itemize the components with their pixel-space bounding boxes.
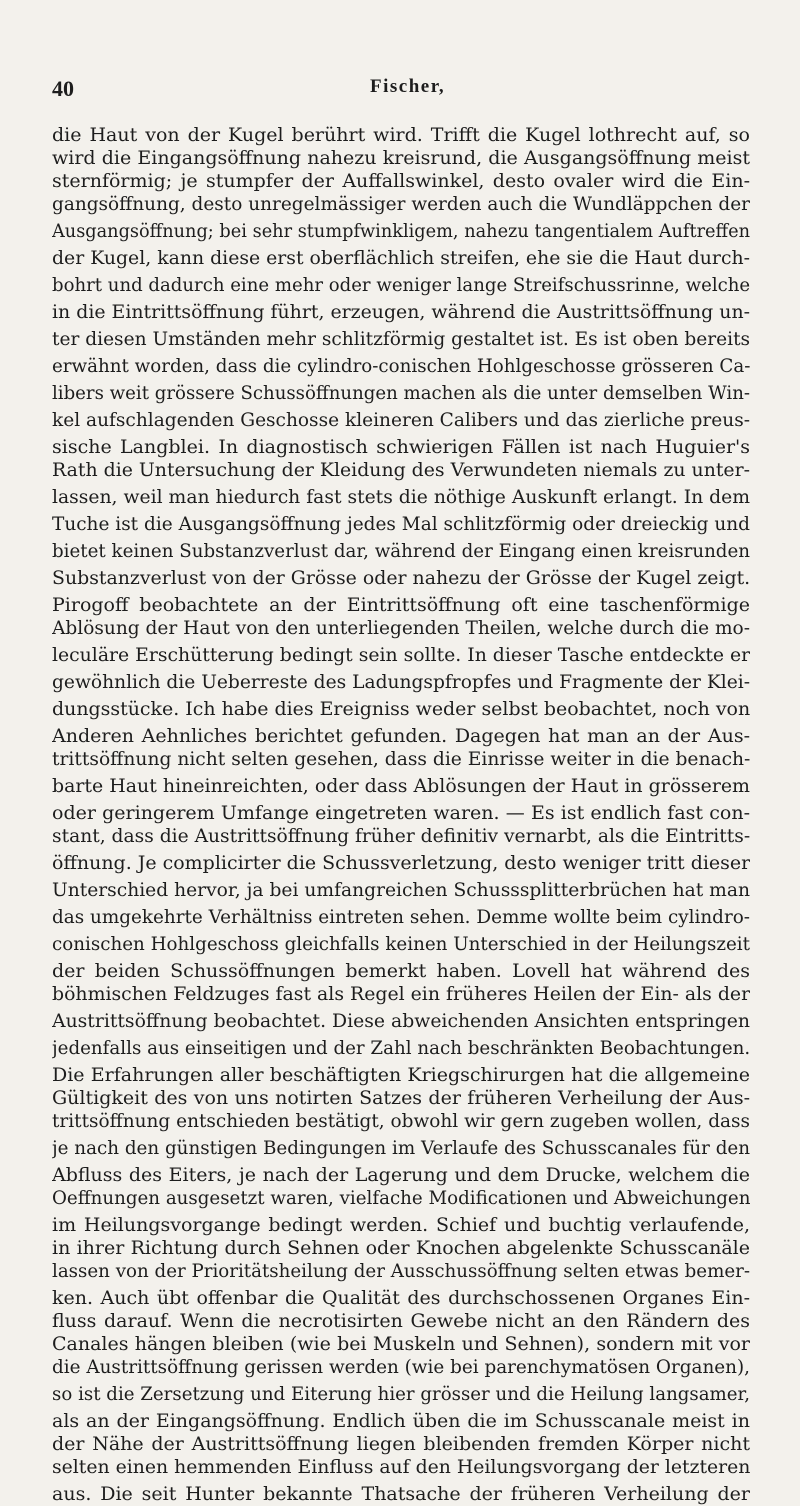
text-line: Ablösung der Haut von den unterliegenden Theilen, welche durch die mo-	[52, 617, 750, 639]
text-line: kel aufschlagenden Geschosse kleineren Calibers und das zierliche preus-	[52, 409, 750, 431]
text-line: je nach den günstigen Bedingungen im Verlaufe des Schusscanales für den	[52, 1137, 750, 1159]
text-line: so ist die Zersetzung und Eiterung hier grösser und die Heilung langsamer,	[52, 1383, 750, 1405]
text-line: erwähnt worden, dass die cylindro-conischen Hohlgeschosse grösseren Ca-	[52, 355, 750, 377]
text-line: gangsöffnung, desto unregelmässiger werden auch die Wundläppchen der	[52, 193, 750, 215]
text-line: der beiden Schussöffnungen bemerkt haben. Lovell hat während des	[52, 960, 750, 982]
text-line: conischen Hohlgeschoss gleichfalls keinen Unterschied in der Heilungszeit	[52, 933, 750, 955]
text-line: bohrt und dadurch eine mehr oder weniger lange Streifschussrinne, welche	[52, 274, 750, 296]
text-line: trittsöffnung entschieden bestätigt, obwohl wir gern zugeben wollen, dass	[52, 1110, 750, 1132]
text-line: Abfluss des Eiters, je nach der Lagerung und dem Drucke, welchem die	[52, 1164, 750, 1186]
text-line: Canales hängen bleiben (wie bei Muskeln und Sehnen), sondern mit vor	[52, 1333, 750, 1355]
text-line: öffnung. Je complicirter die Schussverletzung, desto weniger tritt dieser	[52, 852, 750, 874]
text-line: Austrittsöffnung beobachtet. Diese abweichenden Ansichten entspringen	[52, 1010, 750, 1032]
body-text	[52, 124, 750, 1506]
text-line: Tuche ist die Ausgangsöffnung jedes Mal schlitzförmig oder dreieckig und	[52, 513, 750, 535]
text-line: stant, dass die Austrittsöffnung früher definitiv vernarbt, als die Eintritts-	[52, 825, 750, 847]
text-line: trittsöffnung nicht selten gesehen, dass die Einrisse weiter in die benach-	[52, 748, 750, 770]
text-line: wird die Eingangsöffnung nahezu kreisrund, die Ausgangsöffnung meist	[52, 147, 750, 169]
text-line: lassen von der Prioritätsheilung der Ausschussöffnung selten etwas bemer-	[52, 1260, 750, 1282]
text-line: Substanzverlust von der Grösse oder nahezu der Grösse der Kugel zeigt.	[52, 567, 750, 589]
text-line: oder geringerem Umfange eingetreten waren. — Es ist endlich fast con-	[52, 802, 750, 824]
text-line: Oeffnungen ausgesetzt waren, vielfache Modificationen und Abweichungen	[52, 1187, 750, 1209]
text-line: Gültigkeit des von uns notirten Satzes der früheren Verheilung der Aus-	[52, 1087, 750, 1109]
text-line: die Austrittsöffnung gerissen werden (wie bei parenchymatösen Organen),	[52, 1356, 750, 1378]
text-line: in die Eintrittsöffnung führt, erzeugen, während die Austrittsöffnung un-	[52, 301, 750, 323]
text-line: im Heilungsvorgange bedingt werden. Schief und buchtig verlaufende,	[52, 1214, 750, 1236]
text-line: ken. Auch übt offenbar die Qualität des durchschossenen Organes Ein-	[52, 1287, 750, 1309]
text-line: als an der Eingangsöffnung. Endlich üben die im Schusscanale meist in	[52, 1410, 750, 1432]
text-line: jedenfalls aus einseitigen und der Zahl nach beschränkten Beobachtungen.	[52, 1037, 750, 1059]
text-line: ter diesen Umständen mehr schlitzförmig gestaltet ist. Es ist oben bereits	[52, 328, 750, 350]
text-line: sternförmig; je stumpfer der Auffallswinkel, desto ovaler wird die Ein-	[52, 170, 750, 192]
text-line: selten einen hemmenden Einfluss auf den Heilungsvorgang der letzteren	[52, 1456, 750, 1478]
text-line: Die Erfahrungen aller beschäftigten Kriegschirurgen hat die allgemeine	[52, 1064, 750, 1086]
text-line: dungsstücke. Ich habe dies Ereigniss weder selbst beobachtet, noch von	[52, 698, 750, 720]
text-line: aus. Die seit Hunter bekannte Thatsache der früheren Verheilung der	[52, 1483, 750, 1505]
text-line: das umgekehrte Verhältniss eintreten sehen. Demme wollte beim cylindro-	[52, 906, 750, 928]
text-line: leculäre Erschütterung bedingt sein sollte. In dieser Tasche entdeckte er	[52, 644, 750, 666]
text-line: bietet keinen Substanzverlust dar, während der Eingang einen kreisrunden	[52, 540, 750, 562]
text-line: Anderen Aehnliches berichtet gefunden. Dagegen hat man an der Aus-	[52, 725, 750, 747]
text-line: böhmischen Feldzuges fast als Regel ein früheres Heilen der Ein- als der	[52, 983, 750, 1005]
page-header	[52, 76, 752, 106]
text-line: in ihrer Richtung durch Sehnen oder Knochen abgelenkte Schusscanäle	[52, 1237, 750, 1259]
text-line: der Nähe der Austrittsöffnung liegen bleibenden fremden Körper nicht	[52, 1433, 750, 1455]
page-number: 40	[52, 76, 74, 101]
text-line: gewöhnlich die Ueberreste des Ladungspfropfes und Fragmente der Klei-	[52, 671, 750, 693]
text-line: die Haut von der Kugel berührt wird. Trifft die Kugel lothrecht auf, so	[52, 124, 750, 146]
text-line: der Kugel, kann diese erst oberflächlich streifen, ehe sie die Haut durch-	[52, 247, 750, 269]
text-line: sische Langblei. In diagnostisch schwierigen Fällen ist nach Huguier's	[52, 436, 750, 458]
text-line: Unterschied hervor, ja bei umfangreichen Schusssplitterbrüchen hat man	[52, 879, 750, 901]
text-line: Rath die Untersuchung der Kleidung des Verwundeten niemals zu unter-	[52, 459, 750, 481]
text-line: Ausgangsöffnung; bei sehr stumpfwinkligem, nahezu tangentialem Auftreffen	[52, 220, 750, 242]
text-line: fluss darauf. Wenn die necrotisirten Gewebe nicht an den Rändern des	[52, 1310, 750, 1332]
text-line: libers weit grössere Schussöffnungen machen als die unter demselben Win-	[52, 382, 750, 404]
text-line: barte Haut hineinreichten, oder dass Ablösungen der Haut in grösserem	[52, 775, 750, 797]
running-head: Fischer,	[370, 76, 446, 97]
text-line: Pirogoff beobachtete an der Eintrittsöffnung oft eine taschenförmige	[52, 594, 750, 616]
text-line: lassen, weil man hiedurch fast stets die nöthige Auskunft erlangt. In dem	[52, 486, 750, 508]
